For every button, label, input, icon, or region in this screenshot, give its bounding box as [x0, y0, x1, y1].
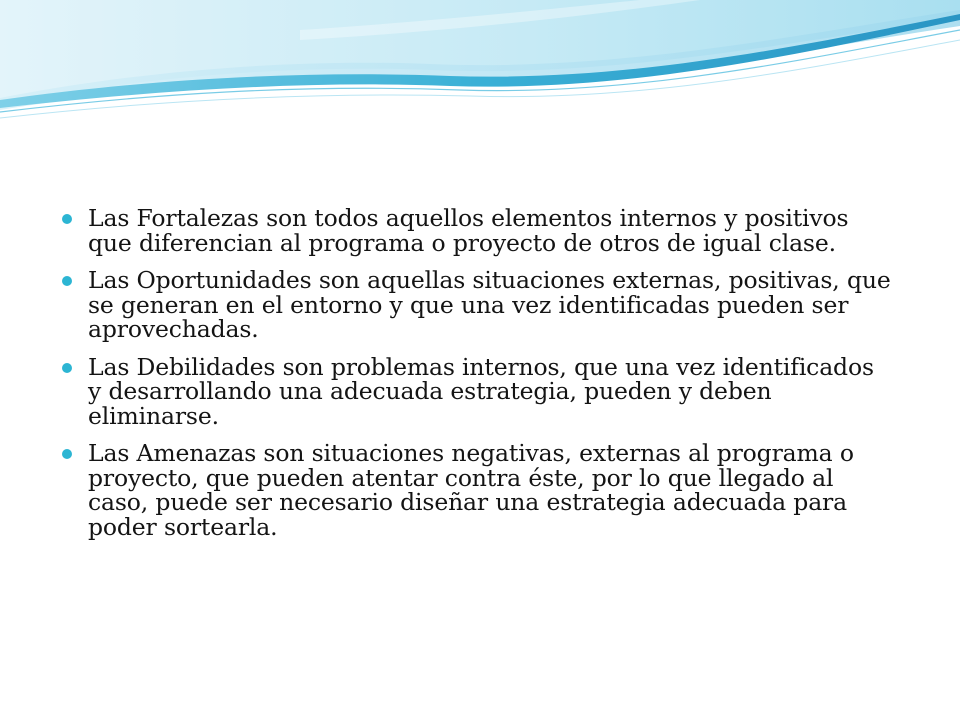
bullet-text: Las Fortalezas son todos aquellos elementos internos y positivos que diferencian al programa o proyecto de otros de igual clase. [88, 204, 849, 257]
bullet-item-fortalezas [62, 206, 892, 255]
bullet-dot-icon [62, 449, 72, 459]
bullet-item-amenazas [62, 441, 892, 539]
bullet-text: Las Debilidades son problemas internos, que una vez identificados y desarrollando una adecuada estrategia, pueden y deben eliminarse. [88, 352, 874, 430]
bullet-dot-icon [62, 276, 72, 286]
bullet-item-debilidades [62, 352, 892, 430]
bullet-list [62, 206, 892, 539]
bullet-text: Las Oportunidades son aquellas situaciones externas, positivas, que se generan en el entorno y que una vez identificadas pueden ser aprovechadas. [88, 266, 891, 343]
bullet-item-oportunidades [62, 268, 892, 342]
wave-header-decoration [0, 0, 960, 130]
bullet-dot-icon [62, 214, 72, 224]
bullet-text: Las Amenazas son situaciones negativas, externas al programa o proyecto, que pueden atentar contra éste, por lo que llegado al caso, puede ser necesario diseñar una estrategia adecuada para poder sortearla. [88, 439, 854, 541]
bullet-dot-icon [62, 363, 72, 373]
bullet-content [62, 206, 892, 552]
